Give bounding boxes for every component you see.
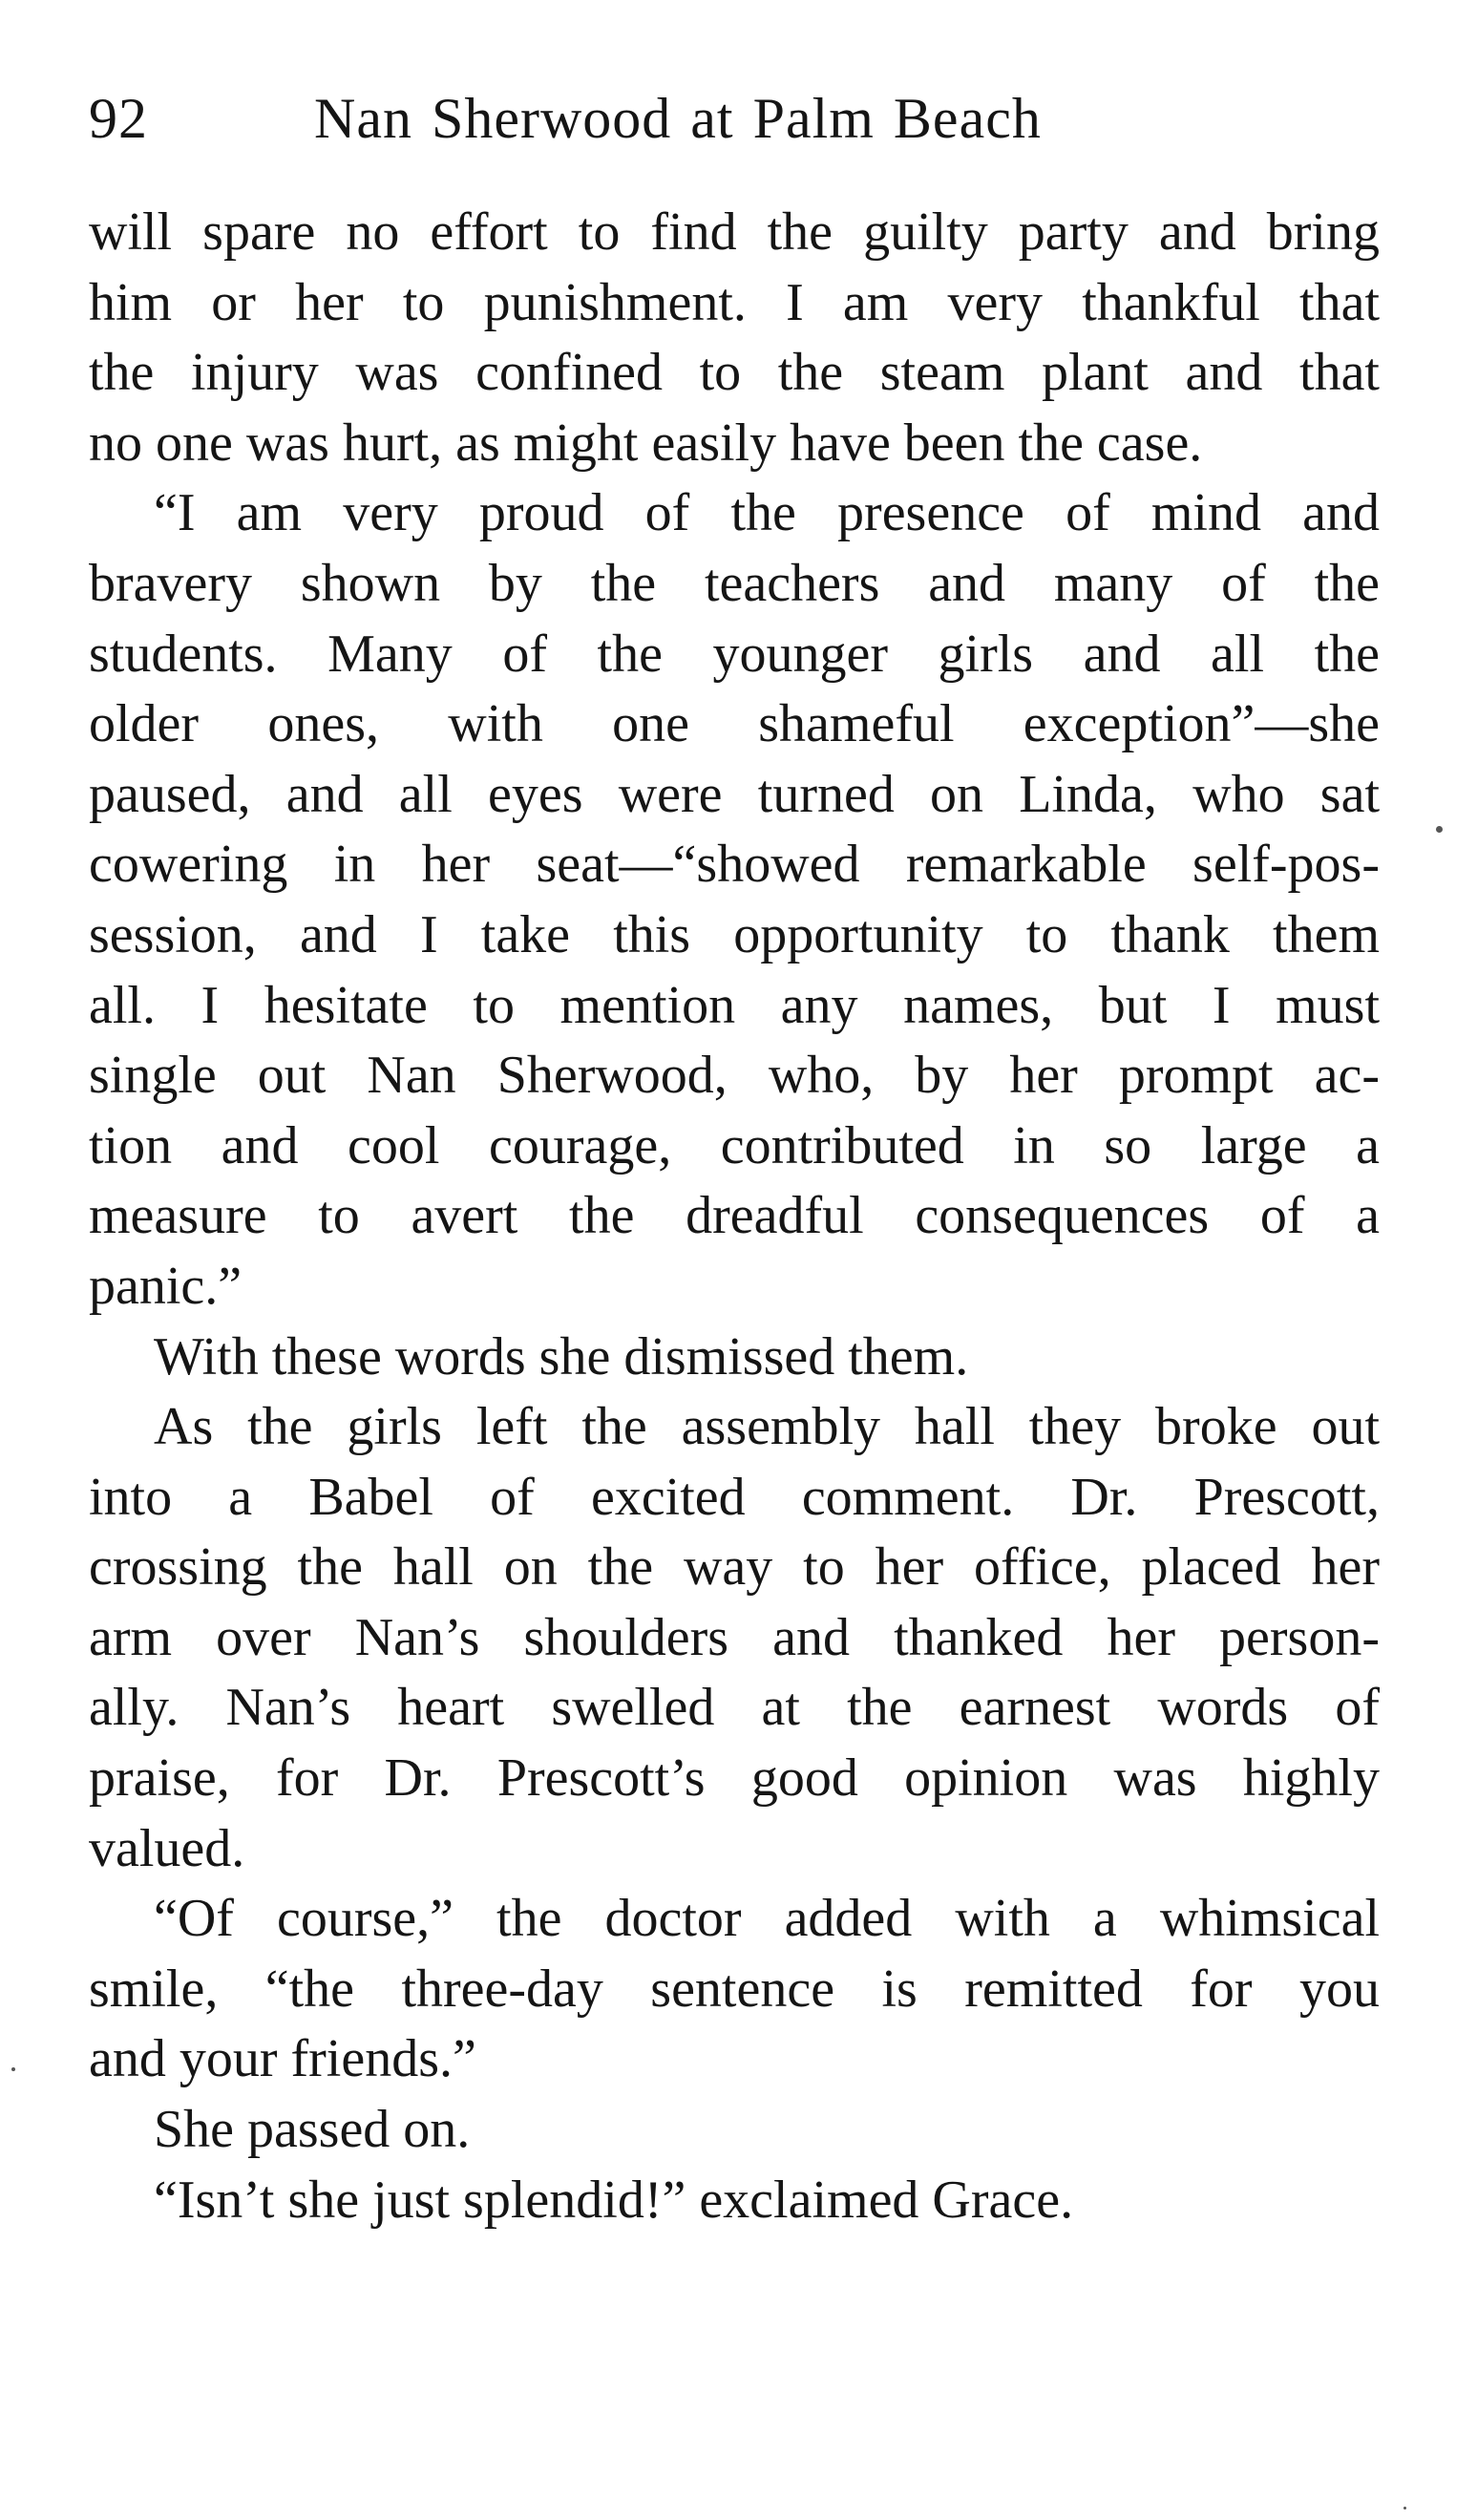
text-line: students. Many of the younger girls and all the — [89, 624, 1380, 684]
text-line: smile, “the three-day sentence is remitted for you — [89, 1959, 1380, 2019]
text-line: all. I hesitate to mention any names, but I must — [89, 975, 1380, 1035]
text-line: “Isn’t she just splendid!” exclaimed Grace. — [154, 2170, 1074, 2230]
text-line: single out Nan Sherwood, who, by her prompt ac- — [89, 1046, 1380, 1106]
text-line: into a Babel of excited comment. Dr. Prescott, — [89, 1467, 1380, 1527]
print-speck — [1403, 2507, 1406, 2509]
body-text — [89, 198, 1380, 2235]
print-speck — [1436, 826, 1443, 833]
book-title: Nan Sherwood at Palm Beach — [314, 87, 1042, 150]
text-line: the injury was confined to the steam plant and that — [89, 343, 1380, 403]
text-line: “Of course,” the doctor added with a whimsical — [154, 1889, 1380, 1949]
page-number: 92 — [89, 87, 148, 150]
text-line: panic.” — [89, 1256, 243, 1316]
text-line: ally. Nan’s heart swelled at the earnest words of — [89, 1678, 1380, 1738]
text-line: session, and I take this opportunity to thank them — [89, 904, 1380, 964]
text-line: She passed on. — [154, 2100, 471, 2160]
text-line: him or her to punishment. I am very thankful that — [89, 272, 1380, 332]
text-line: With these words she dismissed them. — [154, 1326, 969, 1387]
text-line: and your friends.” — [89, 2029, 476, 2089]
text-line: no one was hurt, as might easily have been the case. — [89, 413, 1203, 473]
print-speck — [11, 2067, 15, 2071]
text-line: crossing the hall on the way to her office, placed her — [89, 1537, 1380, 1598]
text-line: “I am very proud of the presence of mind and — [154, 483, 1380, 543]
text-line: praise, for Dr. Prescott’s good opinion was highly — [89, 1748, 1380, 1809]
text-line: older ones, with one shameful exception”—she — [89, 694, 1380, 754]
running-head — [89, 80, 1406, 157]
text-line: As the girls left the assembly hall they broke out — [154, 1397, 1380, 1457]
text-line: measure to avert the dreadful consequences of a — [89, 1186, 1380, 1246]
text-line: will spare no effort to find the guilty party and bring — [89, 202, 1380, 262]
text-line: bravery shown by the teachers and many of the — [89, 553, 1380, 613]
text-line: cowering in her seat—“showed remarkable self-pos- — [89, 835, 1380, 895]
text-line: paused, and all eyes were turned on Linda, who sat — [89, 764, 1380, 824]
text-line: arm over Nan’s shoulders and thanked her person- — [89, 1607, 1380, 1667]
text-line: valued. — [89, 1818, 245, 1878]
text-line: tion and cool courage, contributed in so large a — [89, 1115, 1380, 1175]
